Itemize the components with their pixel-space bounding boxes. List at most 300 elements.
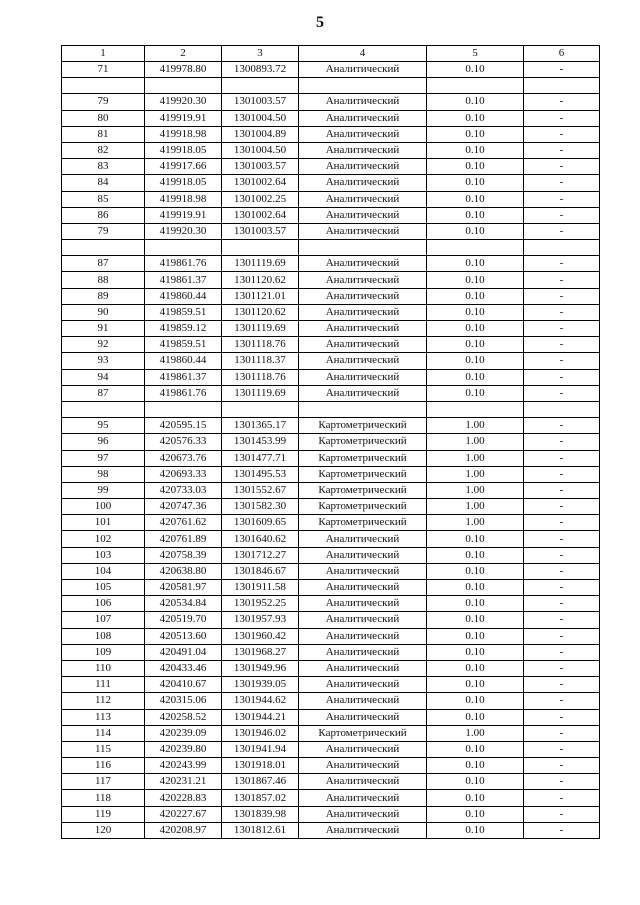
table-row	[62, 288, 600, 304]
method-cell: Аналитический	[299, 660, 427, 676]
accuracy-cell: 0.10	[427, 321, 524, 337]
method-cell	[299, 78, 427, 94]
accuracy-cell: 0.10	[427, 175, 524, 191]
y-coordinate-cell: 1301918.01	[222, 758, 299, 774]
x-coordinate-cell: 419861.76	[145, 256, 222, 272]
x-coordinate-cell: 419917.66	[145, 159, 222, 175]
x-coordinate-cell: 420239.09	[145, 725, 222, 741]
table-row	[62, 596, 600, 612]
accuracy-cell: 0.10	[427, 142, 524, 158]
method-cell: Аналитический	[299, 709, 427, 725]
accuracy-cell	[427, 240, 524, 256]
y-coordinate-cell: 1301944.21	[222, 709, 299, 725]
page-number: 5	[316, 14, 324, 31]
accuracy-cell: 0.10	[427, 628, 524, 644]
method-cell: Аналитический	[299, 677, 427, 693]
method-cell: Картометрический	[299, 466, 427, 482]
x-coordinate-cell: 419918.05	[145, 175, 222, 191]
table-row	[62, 240, 600, 256]
note-cell: -	[524, 725, 600, 741]
method-cell: Картометрический	[299, 515, 427, 531]
point-number-cell: 84	[62, 175, 145, 191]
table-row	[62, 644, 600, 660]
column-header: 5	[427, 46, 524, 62]
table-row	[62, 110, 600, 126]
y-coordinate-cell: 1301812.61	[222, 822, 299, 838]
y-coordinate-cell	[222, 401, 299, 417]
table-row	[62, 304, 600, 320]
accuracy-cell: 0.10	[427, 709, 524, 725]
note-cell: -	[524, 385, 600, 401]
point-number-cell: 79	[62, 94, 145, 110]
table-row	[62, 385, 600, 401]
coordinates-table	[61, 45, 600, 839]
accuracy-cell: 0.10	[427, 62, 524, 78]
point-number-cell: 87	[62, 385, 145, 401]
y-coordinate-cell: 1301002.64	[222, 175, 299, 191]
x-coordinate-cell: 419860.44	[145, 353, 222, 369]
note-cell: -	[524, 207, 600, 223]
accuracy-cell: 0.10	[427, 660, 524, 676]
x-coordinate-cell	[145, 240, 222, 256]
y-coordinate-cell: 1301867.46	[222, 774, 299, 790]
note-cell: -	[524, 677, 600, 693]
y-coordinate-cell: 1301712.27	[222, 547, 299, 563]
point-number-cell: 92	[62, 337, 145, 353]
point-number-cell	[62, 401, 145, 417]
point-number-cell: 90	[62, 304, 145, 320]
y-coordinate-cell: 1301495.53	[222, 466, 299, 482]
table-row	[62, 337, 600, 353]
method-cell: Аналитический	[299, 790, 427, 806]
note-cell: -	[524, 126, 600, 142]
y-coordinate-cell: 1301952.25	[222, 596, 299, 612]
note-cell: -	[524, 693, 600, 709]
y-coordinate-cell: 1301911.58	[222, 580, 299, 596]
table-row	[62, 142, 600, 158]
note-cell: -	[524, 450, 600, 466]
note-cell: -	[524, 434, 600, 450]
y-coordinate-cell: 1301640.62	[222, 531, 299, 547]
table-row	[62, 547, 600, 563]
x-coordinate-cell: 419859.51	[145, 304, 222, 320]
point-number-cell: 94	[62, 369, 145, 385]
accuracy-cell: 0.10	[427, 806, 524, 822]
y-coordinate-cell: 1301946.02	[222, 725, 299, 741]
accuracy-cell: 0.10	[427, 822, 524, 838]
table-row	[62, 580, 600, 596]
point-number-cell: 91	[62, 321, 145, 337]
x-coordinate-cell: 420231.21	[145, 774, 222, 790]
point-number-cell: 105	[62, 580, 145, 596]
table-row	[62, 418, 600, 434]
method-cell: Картометрический	[299, 434, 427, 450]
table-row	[62, 191, 600, 207]
note-cell	[524, 240, 600, 256]
note-cell: -	[524, 822, 600, 838]
table-row	[62, 434, 600, 450]
x-coordinate-cell: 419920.30	[145, 223, 222, 239]
x-coordinate-cell: 419861.37	[145, 369, 222, 385]
table-row	[62, 159, 600, 175]
point-number-cell: 79	[62, 223, 145, 239]
method-cell: Аналитический	[299, 806, 427, 822]
method-cell: Аналитический	[299, 207, 427, 223]
y-coordinate-cell	[222, 78, 299, 94]
y-coordinate-cell: 1301944.62	[222, 693, 299, 709]
note-cell	[524, 401, 600, 417]
method-cell	[299, 401, 427, 417]
point-number-cell: 82	[62, 142, 145, 158]
method-cell: Аналитический	[299, 547, 427, 563]
table-row	[62, 774, 600, 790]
y-coordinate-cell: 1301846.67	[222, 563, 299, 579]
note-cell: -	[524, 482, 600, 498]
method-cell: Аналитический	[299, 142, 427, 158]
method-cell: Аналитический	[299, 628, 427, 644]
method-cell: Аналитический	[299, 94, 427, 110]
x-coordinate-cell: 420519.70	[145, 612, 222, 628]
point-number-cell: 103	[62, 547, 145, 563]
point-number-cell: 96	[62, 434, 145, 450]
x-coordinate-cell: 420761.89	[145, 531, 222, 547]
accuracy-cell: 0.10	[427, 741, 524, 757]
column-header: 6	[524, 46, 600, 62]
note-cell: -	[524, 337, 600, 353]
x-coordinate-cell: 420243.99	[145, 758, 222, 774]
method-cell: Аналитический	[299, 321, 427, 337]
accuracy-cell: 0.10	[427, 126, 524, 142]
note-cell: -	[524, 418, 600, 434]
method-cell: Аналитический	[299, 758, 427, 774]
table-row	[62, 482, 600, 498]
accuracy-cell: 0.10	[427, 272, 524, 288]
method-cell: Аналитический	[299, 175, 427, 191]
method-cell: Аналитический	[299, 223, 427, 239]
method-cell: Аналитический	[299, 644, 427, 660]
point-number-cell: 102	[62, 531, 145, 547]
table-row	[62, 94, 600, 110]
y-coordinate-cell: 1301453.99	[222, 434, 299, 450]
accuracy-cell: 1.00	[427, 499, 524, 515]
note-cell: -	[524, 159, 600, 175]
accuracy-cell: 0.10	[427, 288, 524, 304]
x-coordinate-cell: 419861.37	[145, 272, 222, 288]
point-number-cell: 119	[62, 806, 145, 822]
y-coordinate-cell: 1301365.17	[222, 418, 299, 434]
table-row	[62, 660, 600, 676]
y-coordinate-cell: 1301121.01	[222, 288, 299, 304]
y-coordinate-cell: 1301609.65	[222, 515, 299, 531]
table-body	[62, 46, 600, 839]
point-number-cell: 100	[62, 499, 145, 515]
point-number-cell: 97	[62, 450, 145, 466]
point-number-cell: 113	[62, 709, 145, 725]
accuracy-cell: 0.10	[427, 385, 524, 401]
note-cell: -	[524, 288, 600, 304]
table-row	[62, 515, 600, 531]
x-coordinate-cell: 420228.83	[145, 790, 222, 806]
method-cell: Аналитический	[299, 369, 427, 385]
y-coordinate-cell: 1301957.93	[222, 612, 299, 628]
x-coordinate-cell: 420581.97	[145, 580, 222, 596]
table-row	[62, 693, 600, 709]
x-coordinate-cell: 420758.39	[145, 547, 222, 563]
table-row	[62, 175, 600, 191]
y-coordinate-cell: 1301582.30	[222, 499, 299, 515]
table-row	[62, 256, 600, 272]
table-row	[62, 353, 600, 369]
note-cell: -	[524, 94, 600, 110]
y-coordinate-cell: 1301118.37	[222, 353, 299, 369]
y-coordinate-cell: 1301004.89	[222, 126, 299, 142]
y-coordinate-cell: 1301003.57	[222, 223, 299, 239]
accuracy-cell: 0.10	[427, 337, 524, 353]
table-row	[62, 725, 600, 741]
point-number-cell: 115	[62, 741, 145, 757]
x-coordinate-cell: 420673.76	[145, 450, 222, 466]
x-coordinate-cell: 420693.33	[145, 466, 222, 482]
point-number-cell: 80	[62, 110, 145, 126]
note-cell: -	[524, 644, 600, 660]
x-coordinate-cell: 419918.05	[145, 142, 222, 158]
y-coordinate-cell: 1301120.62	[222, 272, 299, 288]
accuracy-cell: 0.10	[427, 563, 524, 579]
method-cell: Аналитический	[299, 272, 427, 288]
table-row	[62, 78, 600, 94]
note-cell: -	[524, 110, 600, 126]
point-number-cell: 93	[62, 353, 145, 369]
y-coordinate-cell: 1301949.96	[222, 660, 299, 676]
point-number-cell: 118	[62, 790, 145, 806]
y-coordinate-cell: 1301003.57	[222, 94, 299, 110]
table-row	[62, 612, 600, 628]
table-row	[62, 677, 600, 693]
y-coordinate-cell: 1301119.69	[222, 385, 299, 401]
note-cell: -	[524, 304, 600, 320]
x-coordinate-cell: 420410.67	[145, 677, 222, 693]
accuracy-cell: 1.00	[427, 434, 524, 450]
note-cell: -	[524, 369, 600, 385]
accuracy-cell	[427, 401, 524, 417]
y-coordinate-cell: 1301477.71	[222, 450, 299, 466]
point-number-cell: 106	[62, 596, 145, 612]
table-row	[62, 806, 600, 822]
table-row	[62, 450, 600, 466]
note-cell: -	[524, 175, 600, 191]
method-cell	[299, 240, 427, 256]
point-number-cell: 114	[62, 725, 145, 741]
point-number-cell: 108	[62, 628, 145, 644]
method-cell: Аналитический	[299, 256, 427, 272]
y-coordinate-cell: 1301002.64	[222, 207, 299, 223]
method-cell: Аналитический	[299, 304, 427, 320]
y-coordinate-cell: 1301119.69	[222, 321, 299, 337]
note-cell: -	[524, 806, 600, 822]
note-cell: -	[524, 531, 600, 547]
accuracy-cell: 0.10	[427, 547, 524, 563]
table-row	[62, 62, 600, 78]
x-coordinate-cell: 419861.76	[145, 385, 222, 401]
note-cell: -	[524, 774, 600, 790]
point-number-cell: 95	[62, 418, 145, 434]
accuracy-cell: 0.10	[427, 531, 524, 547]
y-coordinate-cell: 1301552.67	[222, 482, 299, 498]
method-cell: Аналитический	[299, 353, 427, 369]
note-cell: -	[524, 741, 600, 757]
accuracy-cell: 0.10	[427, 110, 524, 126]
note-cell: -	[524, 709, 600, 725]
point-number-cell: 101	[62, 515, 145, 531]
method-cell: Аналитический	[299, 596, 427, 612]
point-number-cell: 85	[62, 191, 145, 207]
point-number-cell: 112	[62, 693, 145, 709]
accuracy-cell: 1.00	[427, 418, 524, 434]
note-cell: -	[524, 758, 600, 774]
note-cell: -	[524, 499, 600, 515]
table-row	[62, 822, 600, 838]
note-cell: -	[524, 660, 600, 676]
method-cell: Аналитический	[299, 774, 427, 790]
accuracy-cell: 0.10	[427, 774, 524, 790]
method-cell: Аналитический	[299, 822, 427, 838]
y-coordinate-cell: 1301118.76	[222, 337, 299, 353]
accuracy-cell: 0.10	[427, 790, 524, 806]
note-cell: -	[524, 580, 600, 596]
accuracy-cell: 1.00	[427, 482, 524, 498]
accuracy-cell: 0.10	[427, 644, 524, 660]
note-cell: -	[524, 515, 600, 531]
accuracy-cell: 0.10	[427, 693, 524, 709]
point-number-cell: 87	[62, 256, 145, 272]
note-cell	[524, 78, 600, 94]
table-row	[62, 272, 600, 288]
x-coordinate-cell: 419860.44	[145, 288, 222, 304]
method-cell: Аналитический	[299, 693, 427, 709]
y-coordinate-cell: 1301119.69	[222, 256, 299, 272]
x-coordinate-cell: 419918.98	[145, 126, 222, 142]
point-number-cell: 86	[62, 207, 145, 223]
point-number-cell: 88	[62, 272, 145, 288]
x-coordinate-cell: 420227.67	[145, 806, 222, 822]
note-cell: -	[524, 62, 600, 78]
method-cell: Картометрический	[299, 725, 427, 741]
accuracy-cell: 0.10	[427, 369, 524, 385]
method-cell: Картометрический	[299, 482, 427, 498]
y-coordinate-cell: 1301839.98	[222, 806, 299, 822]
accuracy-cell: 1.00	[427, 466, 524, 482]
method-cell: Картометрический	[299, 418, 427, 434]
x-coordinate-cell: 419919.91	[145, 207, 222, 223]
accuracy-cell: 1.00	[427, 450, 524, 466]
method-cell: Аналитический	[299, 62, 427, 78]
accuracy-cell: 0.10	[427, 353, 524, 369]
table-row	[62, 207, 600, 223]
y-coordinate-cell: 1301118.76	[222, 369, 299, 385]
method-cell: Аналитический	[299, 612, 427, 628]
y-coordinate-cell: 1301939.05	[222, 677, 299, 693]
note-cell: -	[524, 223, 600, 239]
y-coordinate-cell: 1301857.02	[222, 790, 299, 806]
x-coordinate-cell: 420239.80	[145, 741, 222, 757]
x-coordinate-cell: 420761.62	[145, 515, 222, 531]
table-row	[62, 741, 600, 757]
point-number-cell: 109	[62, 644, 145, 660]
point-number-cell: 120	[62, 822, 145, 838]
method-cell: Картометрический	[299, 499, 427, 515]
x-coordinate-cell: 420433.46	[145, 660, 222, 676]
x-coordinate-cell	[145, 78, 222, 94]
column-header: 1	[62, 46, 145, 62]
note-cell: -	[524, 256, 600, 272]
x-coordinate-cell: 420534.84	[145, 596, 222, 612]
accuracy-cell: 0.10	[427, 677, 524, 693]
point-number-cell: 107	[62, 612, 145, 628]
accuracy-cell: 0.10	[427, 612, 524, 628]
point-number-cell: 71	[62, 62, 145, 78]
y-coordinate-cell: 1301941.94	[222, 741, 299, 757]
accuracy-cell: 0.10	[427, 580, 524, 596]
x-coordinate-cell	[145, 401, 222, 417]
x-coordinate-cell: 419919.91	[145, 110, 222, 126]
accuracy-cell: 0.10	[427, 596, 524, 612]
note-cell: -	[524, 142, 600, 158]
accuracy-cell	[427, 78, 524, 94]
table-row	[62, 563, 600, 579]
method-cell: Аналитический	[299, 580, 427, 596]
table-row	[62, 401, 600, 417]
x-coordinate-cell: 420258.52	[145, 709, 222, 725]
point-number-cell: 98	[62, 466, 145, 482]
note-cell: -	[524, 191, 600, 207]
note-cell: -	[524, 547, 600, 563]
y-coordinate-cell: 1301120.62	[222, 304, 299, 320]
y-coordinate-cell	[222, 240, 299, 256]
table-row	[62, 790, 600, 806]
accuracy-cell: 0.10	[427, 94, 524, 110]
note-cell: -	[524, 596, 600, 612]
accuracy-cell: 0.10	[427, 191, 524, 207]
column-header: 2	[145, 46, 222, 62]
point-number-cell	[62, 78, 145, 94]
method-cell: Аналитический	[299, 191, 427, 207]
table-row	[62, 758, 600, 774]
x-coordinate-cell: 420491.04	[145, 644, 222, 660]
accuracy-cell: 0.10	[427, 758, 524, 774]
method-cell: Аналитический	[299, 126, 427, 142]
table-row	[62, 709, 600, 725]
point-number-cell	[62, 240, 145, 256]
y-coordinate-cell: 1301004.50	[222, 110, 299, 126]
accuracy-cell: 1.00	[427, 725, 524, 741]
y-coordinate-cell: 1301968.27	[222, 644, 299, 660]
method-cell: Картометрический	[299, 450, 427, 466]
method-cell: Аналитический	[299, 110, 427, 126]
method-cell: Аналитический	[299, 159, 427, 175]
table-row	[62, 369, 600, 385]
method-cell: Аналитический	[299, 385, 427, 401]
x-coordinate-cell: 420315.06	[145, 693, 222, 709]
method-cell: Аналитический	[299, 563, 427, 579]
x-coordinate-cell: 420595.15	[145, 418, 222, 434]
column-header: 4	[299, 46, 427, 62]
table-row	[62, 126, 600, 142]
accuracy-cell: 1.00	[427, 515, 524, 531]
point-number-cell: 104	[62, 563, 145, 579]
x-coordinate-cell: 420576.33	[145, 434, 222, 450]
x-coordinate-cell: 419859.12	[145, 321, 222, 337]
point-number-cell: 111	[62, 677, 145, 693]
